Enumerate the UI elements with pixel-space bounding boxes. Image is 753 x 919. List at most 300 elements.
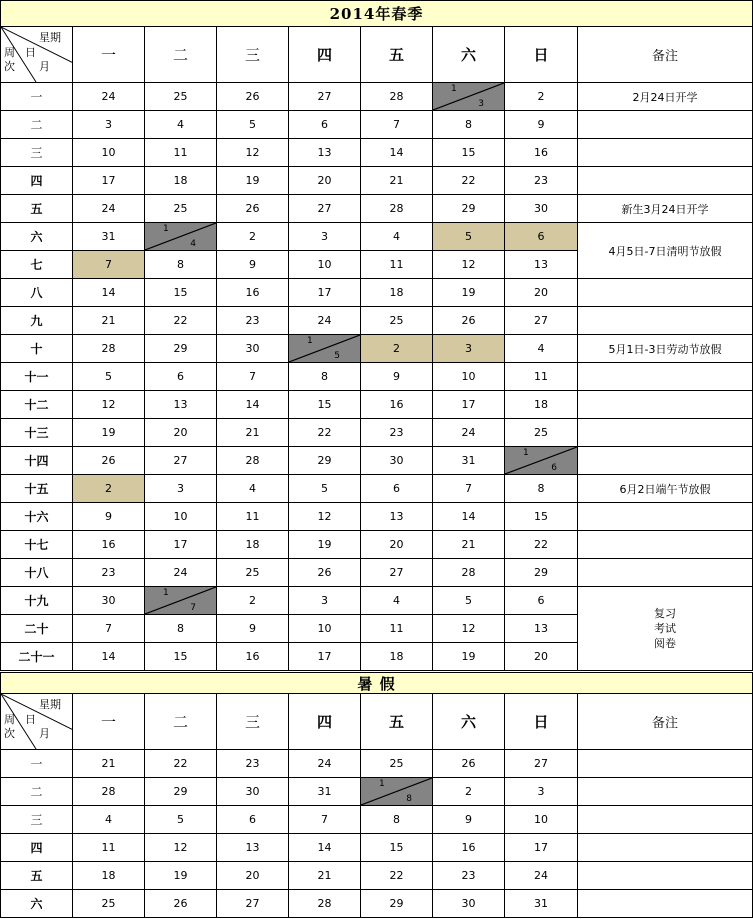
week-number: 十: [0, 335, 73, 363]
week-number: 七: [0, 251, 73, 279]
month-number: 1: [163, 224, 169, 234]
week-number: 十二: [0, 391, 73, 419]
month-start-cell: [145, 587, 217, 615]
remark-note: [578, 475, 753, 503]
day-cell: 7: [73, 615, 145, 643]
day-cell: 27: [289, 195, 361, 223]
day-cell: 31: [433, 447, 505, 475]
day-cell: 11: [361, 251, 433, 279]
day-cell: 27: [361, 559, 433, 587]
month-label: 4: [190, 239, 196, 249]
header-corner-cell: [0, 27, 73, 83]
month-split-line: [145, 223, 216, 250]
holiday-day-cell: 5: [433, 223, 505, 251]
day-cell: 17: [289, 643, 361, 671]
remark-note: [578, 195, 753, 223]
day-cell: 14: [361, 139, 433, 167]
day-cell: 19: [289, 531, 361, 559]
day-cell: 10: [145, 503, 217, 531]
corner-label-mid: 日: [25, 46, 36, 59]
day-cell: 21: [361, 167, 433, 195]
header-weekday: 二: [145, 694, 217, 750]
day-cell: 20: [145, 419, 217, 447]
week-number: 二十一: [0, 643, 73, 671]
week-number: 九: [0, 307, 73, 335]
day-cell: 3: [289, 223, 361, 251]
day-cell: 28: [433, 559, 505, 587]
day-cell: 18: [361, 279, 433, 307]
remark-cell: [578, 559, 753, 587]
day-cell: 9: [361, 363, 433, 391]
day-cell: 13: [505, 251, 578, 279]
day-cell: 26: [73, 447, 145, 475]
day-cell: 2: [433, 778, 505, 806]
month-start-cell: [505, 447, 578, 475]
day-cell: 6: [289, 111, 361, 139]
day-cell: 12: [73, 391, 145, 419]
month-label: 3: [478, 99, 484, 109]
month-split-line: [505, 447, 577, 474]
month-start-cell: [145, 223, 217, 251]
day-cell: 25: [505, 419, 578, 447]
day-cell: 11: [217, 503, 289, 531]
day-cell: 21: [73, 307, 145, 335]
week-number: 十四: [0, 447, 73, 475]
day-cell: 16: [361, 391, 433, 419]
day-cell: 30: [217, 778, 289, 806]
week-number: 十五: [0, 475, 73, 503]
header-weekday: 三: [217, 694, 289, 750]
week-number: 五: [0, 862, 73, 890]
corner-label-left-top: 周: [4, 46, 15, 59]
day-cell: 26: [217, 195, 289, 223]
day-cell: 4: [361, 587, 433, 615]
day-cell: 16: [433, 834, 505, 862]
day-cell: 9: [73, 503, 145, 531]
day-cell: 31: [73, 223, 145, 251]
day-cell: 18: [145, 167, 217, 195]
header-weekday: 日: [505, 27, 578, 83]
day-cell: 12: [289, 503, 361, 531]
day-cell: 9: [433, 806, 505, 834]
day-cell: 30: [505, 195, 578, 223]
day-cell: 9: [505, 111, 578, 139]
day-cell: 29: [505, 559, 578, 587]
remark-cell: [578, 363, 753, 391]
header-weekday: 三: [217, 27, 289, 83]
remark-line: 考试: [654, 622, 676, 635]
month-label: 8: [406, 794, 412, 804]
week-number: 三: [0, 806, 73, 834]
month-label: 5: [334, 351, 340, 361]
remark-cell: [578, 890, 753, 918]
split-diagonal: [145, 223, 216, 250]
day-cell: 17: [145, 531, 217, 559]
day-cell: 17: [73, 167, 145, 195]
day-cell: 12: [433, 615, 505, 643]
week-number: 十一: [0, 363, 73, 391]
corner-label-top: 星期: [39, 31, 61, 44]
header-weekday: 五: [361, 694, 433, 750]
day-cell: 17: [433, 391, 505, 419]
corner-label-left-bottom: 次: [4, 727, 15, 740]
day-cell: 14: [73, 643, 145, 671]
day-cell: 19: [433, 279, 505, 307]
day-cell: 10: [289, 615, 361, 643]
remark-line: 5月1日-3日劳动节放假: [608, 342, 722, 356]
day-cell: 4: [145, 111, 217, 139]
day-cell: 11: [145, 139, 217, 167]
remark-cell: [578, 307, 753, 335]
day-cell: 23: [217, 307, 289, 335]
day-cell: 19: [433, 643, 505, 671]
header-remarks: 备注: [578, 27, 753, 83]
day-cell: 16: [217, 643, 289, 671]
holiday-day-cell: 3: [433, 335, 505, 363]
week-number: 十九: [0, 587, 73, 615]
day-cell: 20: [217, 862, 289, 890]
day-cell: 17: [289, 279, 361, 307]
header-corner-cell: [0, 694, 73, 750]
day-cell: 25: [217, 559, 289, 587]
day-cell: 14: [289, 834, 361, 862]
day-cell: 21: [217, 419, 289, 447]
corner-label-left-top: 周: [4, 713, 15, 726]
day-cell: 15: [145, 279, 217, 307]
day-cell: 6: [217, 806, 289, 834]
month-split-line: [145, 587, 216, 614]
day-cell: 8: [145, 251, 217, 279]
day-cell: 25: [361, 307, 433, 335]
day-cell: 24: [145, 559, 217, 587]
day-cell: 10: [433, 363, 505, 391]
remark-cell: [578, 391, 753, 419]
day-cell: 7: [361, 111, 433, 139]
day-cell: 30: [73, 587, 145, 615]
holiday-day-cell: 2: [361, 335, 433, 363]
day-cell: 14: [433, 503, 505, 531]
day-cell: 14: [217, 391, 289, 419]
split-diagonal: [289, 335, 360, 362]
day-cell: 15: [289, 391, 361, 419]
day-cell: 5: [289, 475, 361, 503]
day-cell: 16: [217, 279, 289, 307]
day-cell: 11: [361, 615, 433, 643]
remark-cell: [578, 111, 753, 139]
month-split-line: [289, 335, 360, 362]
day-cell: 11: [73, 834, 145, 862]
day-cell: 17: [505, 834, 578, 862]
day-cell: 23: [361, 419, 433, 447]
week-number: 四: [0, 834, 73, 862]
month-number: 1: [163, 588, 169, 598]
day-cell: 25: [361, 750, 433, 778]
day-cell: 24: [73, 195, 145, 223]
day-cell: 3: [505, 778, 578, 806]
holiday-day-cell: 7: [73, 251, 145, 279]
split-diagonal: [361, 778, 432, 805]
day-cell: 28: [361, 83, 433, 111]
day-cell: 24: [73, 83, 145, 111]
month-start-cell: [433, 83, 505, 111]
day-cell: 30: [433, 890, 505, 918]
month-start-cell: [361, 778, 433, 806]
day-cell: 28: [289, 890, 361, 918]
week-number: 一: [0, 750, 73, 778]
day-cell: 4: [217, 475, 289, 503]
week-number: 十七: [0, 531, 73, 559]
month-split-line: [361, 778, 432, 805]
remark-note: [578, 83, 753, 111]
month-number: 1: [379, 779, 385, 789]
remark-cell: [578, 167, 753, 195]
holiday-day-cell: 6: [505, 223, 578, 251]
header-remarks: 备注: [578, 694, 753, 750]
day-cell: 11: [505, 363, 578, 391]
remark-cell: [578, 862, 753, 890]
day-cell: 10: [73, 139, 145, 167]
month-number: 1: [307, 336, 313, 346]
week-number: 十八: [0, 559, 73, 587]
day-cell: 14: [73, 279, 145, 307]
day-cell: 7: [433, 475, 505, 503]
remark-line: 阅卷: [654, 637, 676, 650]
day-cell: 30: [217, 335, 289, 363]
section-title: 暑 假: [0, 672, 753, 694]
header-weekday: 四: [289, 27, 361, 83]
day-cell: 22: [433, 167, 505, 195]
day-cell: 21: [433, 531, 505, 559]
day-cell: 4: [361, 223, 433, 251]
day-cell: 13: [289, 139, 361, 167]
day-cell: 22: [505, 531, 578, 559]
day-cell: 26: [433, 307, 505, 335]
header-weekday: 日: [505, 694, 578, 750]
day-cell: 27: [505, 750, 578, 778]
day-cell: 10: [289, 251, 361, 279]
day-cell: 8: [361, 806, 433, 834]
day-cell: 19: [73, 419, 145, 447]
day-cell: 15: [361, 834, 433, 862]
remark-line: 复习: [654, 607, 676, 620]
week-number: 二: [0, 778, 73, 806]
corner-label-bottom: 月: [39, 727, 50, 740]
day-cell: 13: [145, 391, 217, 419]
day-cell: 15: [433, 139, 505, 167]
week-number: 四: [0, 167, 73, 195]
day-cell: 6: [505, 587, 578, 615]
day-cell: 13: [505, 615, 578, 643]
day-cell: 5: [145, 806, 217, 834]
header-weekday: 四: [289, 694, 361, 750]
day-cell: 3: [145, 475, 217, 503]
day-cell: 15: [505, 503, 578, 531]
day-cell: 23: [505, 167, 578, 195]
day-cell: 22: [145, 307, 217, 335]
day-cell: 8: [433, 111, 505, 139]
day-cell: 28: [73, 335, 145, 363]
day-cell: 26: [433, 750, 505, 778]
remark-line: 2月24日开学: [632, 90, 698, 104]
remark-cell: [578, 750, 753, 778]
day-cell: 25: [73, 890, 145, 918]
day-cell: 26: [217, 83, 289, 111]
day-cell: 9: [217, 615, 289, 643]
header-weekday: 一: [73, 27, 145, 83]
day-cell: 31: [289, 778, 361, 806]
day-cell: 8: [145, 615, 217, 643]
day-cell: 24: [289, 307, 361, 335]
split-diagonal: [433, 83, 504, 110]
day-cell: 12: [145, 834, 217, 862]
day-cell: 24: [289, 750, 361, 778]
day-cell: 20: [289, 167, 361, 195]
day-cell: 29: [145, 335, 217, 363]
week-number: 十三: [0, 419, 73, 447]
day-cell: 4: [73, 806, 145, 834]
day-cell: 21: [73, 750, 145, 778]
day-cell: 2: [217, 223, 289, 251]
day-cell: 8: [289, 363, 361, 391]
day-cell: 5: [73, 363, 145, 391]
remark-cell: [578, 139, 753, 167]
day-cell: 2: [217, 587, 289, 615]
week-number: 二: [0, 111, 73, 139]
day-cell: 31: [505, 890, 578, 918]
header-weekday: 二: [145, 27, 217, 83]
header-weekday: 六: [433, 694, 505, 750]
remark-cell: [578, 531, 753, 559]
day-cell: 20: [505, 643, 578, 671]
day-cell: 26: [289, 559, 361, 587]
day-cell: 5: [217, 111, 289, 139]
remark-line: 6月2日端午节放假: [619, 482, 711, 496]
week-number: 三: [0, 139, 73, 167]
day-cell: 27: [289, 83, 361, 111]
day-cell: 24: [505, 862, 578, 890]
split-diagonal: [145, 587, 216, 614]
week-number: 六: [0, 223, 73, 251]
header-weekday: 五: [361, 27, 433, 83]
remark-line: 新生3月24日开学: [621, 202, 709, 216]
day-cell: 28: [361, 195, 433, 223]
month-label: 7: [190, 603, 196, 613]
remark-note: [578, 587, 753, 671]
day-cell: 18: [217, 531, 289, 559]
week-number: 五: [0, 195, 73, 223]
remark-line: 4月5日-7日清明节放假: [608, 244, 722, 258]
day-cell: 16: [505, 139, 578, 167]
month-start-cell: [289, 335, 361, 363]
day-cell: 30: [361, 447, 433, 475]
remark-cell: [578, 279, 753, 307]
day-cell: 27: [145, 447, 217, 475]
day-cell: 9: [217, 251, 289, 279]
day-cell: 18: [505, 391, 578, 419]
day-cell: 27: [505, 307, 578, 335]
day-cell: 7: [217, 363, 289, 391]
day-cell: 19: [217, 167, 289, 195]
day-cell: 28: [73, 778, 145, 806]
day-cell: 29: [433, 195, 505, 223]
remark-note: [578, 335, 753, 363]
week-number: 一: [0, 83, 73, 111]
day-cell: 19: [145, 862, 217, 890]
day-cell: 29: [145, 778, 217, 806]
day-cell: 10: [505, 806, 578, 834]
corner-label-bottom: 月: [39, 60, 50, 73]
day-cell: 29: [361, 890, 433, 918]
day-cell: 6: [361, 475, 433, 503]
day-cell: 4: [505, 335, 578, 363]
day-cell: 23: [217, 750, 289, 778]
day-cell: 20: [505, 279, 578, 307]
day-cell: 18: [73, 862, 145, 890]
month-split-line: [433, 83, 504, 110]
holiday-day-cell: 2: [73, 475, 145, 503]
header-weekday: 六: [433, 27, 505, 83]
section-title: 2014年春季: [0, 0, 753, 27]
day-cell: 12: [217, 139, 289, 167]
day-cell: 15: [145, 643, 217, 671]
corner-label-top: 星期: [39, 698, 61, 711]
day-cell: 25: [145, 195, 217, 223]
remark-cell: [578, 806, 753, 834]
remark-cell: [578, 778, 753, 806]
corner-label-left-bottom: 次: [4, 60, 15, 73]
month-label: 6: [551, 463, 557, 473]
week-number: 六: [0, 890, 73, 918]
day-cell: 6: [145, 363, 217, 391]
day-cell: 3: [73, 111, 145, 139]
day-cell: 22: [145, 750, 217, 778]
day-cell: 13: [217, 834, 289, 862]
month-number: 1: [451, 84, 457, 94]
remark-cell: [578, 834, 753, 862]
day-cell: 24: [433, 419, 505, 447]
day-cell: 13: [361, 503, 433, 531]
day-cell: 23: [73, 559, 145, 587]
day-cell: 28: [217, 447, 289, 475]
day-cell: 3: [289, 587, 361, 615]
remark-cell: [578, 447, 753, 475]
header-weekday: 一: [73, 694, 145, 750]
day-cell: 2: [505, 83, 578, 111]
day-cell: 21: [289, 862, 361, 890]
remark-note: [578, 223, 753, 279]
day-cell: 29: [289, 447, 361, 475]
week-number: 八: [0, 279, 73, 307]
week-number: 十六: [0, 503, 73, 531]
day-cell: 12: [433, 251, 505, 279]
day-cell: 18: [361, 643, 433, 671]
day-cell: 7: [289, 806, 361, 834]
split-diagonal: [505, 447, 577, 474]
day-cell: 20: [361, 531, 433, 559]
day-cell: 22: [361, 862, 433, 890]
day-cell: 23: [433, 862, 505, 890]
remark-cell: [578, 503, 753, 531]
day-cell: 22: [289, 419, 361, 447]
day-cell: 8: [505, 475, 578, 503]
day-cell: 26: [145, 890, 217, 918]
day-cell: 5: [433, 587, 505, 615]
day-cell: 16: [73, 531, 145, 559]
corner-label-mid: 日: [25, 713, 36, 726]
day-cell: 27: [217, 890, 289, 918]
remark-cell: [578, 419, 753, 447]
day-cell: 25: [145, 83, 217, 111]
